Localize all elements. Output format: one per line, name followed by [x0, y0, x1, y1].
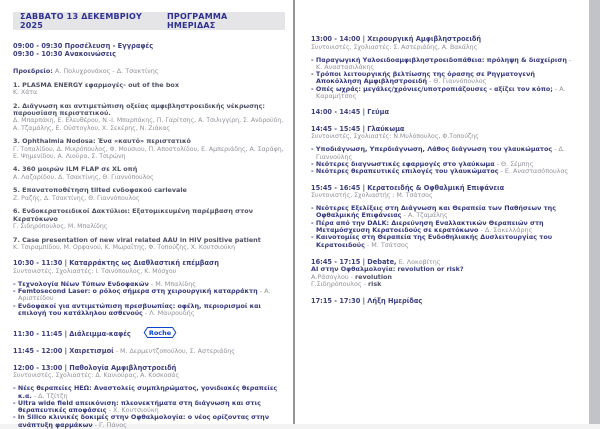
debate-header: 16:45 - 17:15 | Debate,	[311, 257, 397, 266]
talk-speaker: - Α. Καραμήτσος	[316, 85, 566, 100]
talk-title: Νεότερες διαγνωστικές εφαρμογές στο γλαύκωμα	[315, 159, 495, 168]
presidium-label: Προεδρείο:	[13, 66, 53, 75]
lunch-header: 14:00 - 14:45 | Γεύμα	[311, 108, 390, 117]
session-moderators: Συντονιστές, Σχολιαστές: Δ. Κανιούρας, Α. Κοσκοσάς	[13, 372, 180, 380]
time-label: 09:00 - 09:30	[13, 42, 63, 50]
paper-title: 5. Επανατοποθέτηση tilted ενδοφακού carlevale	[13, 186, 187, 195]
session-moderators: Συντονιστές, Σχολιαστές: Ν.Μυλόπουλος, Φ.Τοπούζης	[311, 133, 479, 141]
talk-item	[311, 168, 579, 175]
talk-item	[13, 288, 285, 303]
paper-authors: Κ. Χάτα	[13, 89, 38, 97]
talk-title: Υποδιάγνωση, Υπερδιάγνωση, Λάθος διάγνωση του γλαυκώματος	[315, 145, 553, 154]
talk-title: Νεότερες θεραπευτικές επιλογές του γλαυκώματος	[315, 167, 499, 176]
paper-authors: Δ. Μπαρπάκη, Ε. Ελευθέρου, Ν.-Ι. Μπαρπάκης, Π. Γαρίτσης, Α. Τσιλιγγίρη, Σ. Ανδρούδη, Α. Τζαμάλης, Ε. Ούστογλου, Χ. Σεκέρης, Ν. Ζιάκας	[13, 117, 284, 132]
paper-title: 7. Case presentation of new viral related AAU in HIV positive patient	[13, 235, 261, 244]
page-divider	[293, 0, 295, 424]
talk-item	[13, 385, 285, 400]
closing-row	[311, 298, 579, 306]
paper-item	[13, 187, 285, 202]
talk-title: Πέρα από την DALK: Διερεύνηση Εναλλακτικών Θεραπειών στη Μεταμόσχευση Κερατοειδούς σε κερατόκωνο	[315, 218, 544, 234]
greetings-row	[13, 348, 285, 356]
paper-title: 3. Ophthalmia Nodosa: Ένα «καυτό» περιστατικό	[13, 137, 191, 146]
talk-item	[311, 205, 579, 220]
paper-authors: Α. Λαζαρίδου, Δ. Τσακτίνης, Θ. Γιαννόπουλος	[13, 173, 154, 181]
paper-authors: Γ. Σιδηρόπουλος, Μ. Μπαλίδης	[13, 223, 108, 231]
talk-speaker: - Λ. Μαυρουδής	[143, 309, 195, 317]
session-header: 14:45 - 15:45 | Γλαύκωμα	[311, 124, 405, 133]
talk-title: Παραγωγική Υαλοειδοαμφιβληστροειδοπάθεια: πρόληψη & διαχείριση	[315, 55, 567, 64]
roche-wordmark: Roche	[148, 329, 172, 338]
presidium-names: Α. Πολυχρονάκος - Δ. Τσακτίνης	[54, 66, 159, 75]
session-header: 15:45 - 16:45 | Κερατοειδής & Οφθαλμική Επιφάνεια	[311, 183, 505, 192]
talk-speaker: - Χ. Κουτσιούκη	[107, 406, 159, 414]
paper-item	[13, 138, 285, 160]
paper-title: 2. Διάγνωση και αντιμετώπιση οξείας αμφιβληστροειδικής νέκρωσης: παρουσίαση περιστατικού.	[13, 101, 265, 118]
paper-item	[13, 237, 285, 252]
debate-speaker: Α.Ράσογλου	[311, 272, 349, 281]
debate-topic: AI στην Οφθαλμολογία: revolution or risk?	[311, 265, 464, 274]
event-label: Προσέλευση - Εγγραφές	[64, 42, 154, 50]
session-moderators: Συντονιστές, Σχολιαστές: Σ. Αστεριάδης, Α. Βακάλης	[311, 43, 478, 51]
session-cornea	[311, 185, 579, 249]
talk-title: Καινοτομίες στη Θεραπεία της Ενδοθηλιακής Δυσλειτουργίας του Κερατοειδούς	[315, 233, 553, 249]
header-bar	[13, 12, 285, 30]
talk-title: Ultra wide field απεικόνιση: πλεονεκτήματα στη διάγνωση και στις θεραπευτικές αποφάσεις	[17, 398, 261, 415]
session-header: 12:00 - 13:00 | Παθολογία Αμφιβληστροειδή	[13, 363, 177, 372]
talk-speaker: - Δ. Γιαννούλης	[316, 145, 565, 160]
talk-title: Τεχνολογία Νέων Τύπων Ενδοφακών	[17, 279, 149, 288]
talk-item	[13, 303, 285, 318]
roche-logo	[143, 326, 177, 339]
talk-title: Νέες θεραπείες ΗΕΩ: Αναστολείς συμπληρώματος, γονιδιακές θεραπείες κ.α.	[17, 384, 278, 400]
paper-item	[13, 103, 285, 132]
session-surgical-retina	[311, 36, 579, 100]
presidium-line	[13, 68, 285, 75]
talk-item	[13, 400, 285, 415]
talk-speaker: - Δ. Τζίτζη	[32, 392, 68, 400]
debate-position: - revolution	[349, 273, 392, 281]
talk-speaker: - Θ. Σέμπης	[495, 160, 534, 168]
paper-item	[13, 208, 285, 230]
greetings-speakers: - Μ. Δερμεντζοπούλου, Σ. Αστεριάδης	[114, 348, 235, 355]
talk-speaker: - Ε. Αναστασόπουλος	[499, 167, 569, 175]
talk-title: In Silico κλινικές δοκιμές στην Οφθαλμολογία: ο νέος ορίζοντας στην ανάπτυξη φαρμάκων	[17, 413, 270, 429]
debate-position: - risk	[362, 280, 382, 288]
talk-title: Νεότερες Εξελίξεις στη Διάγνωση και Θεραπεία των Παθήσεων της Οφθαλμικής Επιφάνειας	[315, 204, 556, 220]
talk-title: Femtosecond Laser: ο ρόλος σήμερα στη χειρουργική καταρράκτη	[17, 287, 258, 296]
talk-speaker: - Κ. Αναστασιλάκης	[316, 56, 571, 71]
session-cataract	[13, 260, 285, 317]
paper-title: 6. Ενδοκερατοειδικοί Δακτύλιοι: Εξατομικευμένη παρέμβαση στον Κερατόκωνο	[13, 207, 253, 223]
paper-title: 4. 360 μοιρών ILM FLAP σε XL οπή	[13, 165, 138, 174]
paper-item	[13, 166, 285, 181]
paper-item	[13, 82, 285, 97]
talk-title: Οπές ωχράς: μεγάλες/χρόνιες/υποτροπιάζουσες - αξίζει τον κόπο;	[315, 84, 553, 93]
closing-header: 17:15 - 17:30 | Λήξη Ημερίδας	[311, 296, 423, 305]
talk-speaker: - Α. Τζαμάλης	[401, 211, 447, 219]
schedule-line	[13, 42, 285, 50]
talk-speaker: - Μ. Τσάτσος	[365, 241, 409, 249]
debate-block	[311, 259, 579, 289]
talk-item	[311, 71, 579, 86]
talk-item	[311, 220, 579, 235]
talk-item	[311, 57, 579, 72]
session-header: 10:30 - 11:30 | Καταρράκτης ως Διαθλαστική επέμβαση	[13, 259, 219, 268]
session-header: 13:00 - 14:00 | Χειρουργική Αμφιβληστροειδή	[311, 35, 482, 43]
program-title: ΠΡΟΓΡΑΜΜΑ ΗΜΕΡΙΔΑΣ	[166, 12, 228, 30]
talk-item	[13, 414, 285, 429]
paper-authors: Γ. Τοπαλίδου, Δ. Μικρόπουλος, Φ. Μούσιου, Π. Αποστολίδου, Ε. Αμπεριάδης, Α. Σαράφη, Ε. Ψημενίδου, Α. Λιούρα, Σ. Τσιρώνη	[13, 145, 284, 160]
paper-title: 1. PLASMA ENERGY εφαρμογές- out of the box	[13, 80, 179, 89]
session-glaucoma	[311, 126, 579, 176]
coffee-break-header: 11:30 - 11:45 | Διάλειμμα-καφές	[13, 330, 131, 339]
talk-speaker: - Α. Αριστείδου	[18, 287, 270, 302]
event-label: Ανακοινώσεις	[64, 50, 117, 59]
page-edge-shadow	[589, 0, 600, 424]
conference-date: ΣΑΒΒΑΤΟ 13 ΔΕΚΕΜΒΡΙΟΥ 2025	[20, 12, 143, 30]
debate-speaker: Γ.Σιδηρόπουλος	[311, 280, 362, 289]
session-moderators: Συντονιστές, Σχολιαστές: Ι. Τσινόπουλος, Κ. Μόσχου	[13, 267, 177, 275]
talk-item	[311, 234, 579, 249]
session-moderators: Συντονιστής, Σχολιαστής : Μ. Τσάτσος	[311, 192, 433, 200]
paper-authors: Ζ. Ραζής, Δ. Τσακτίνης, Θ. Γιαννόπουλος	[13, 194, 140, 202]
coffee-break-row	[13, 326, 285, 339]
talk-speaker: - Γ. Πάνος	[93, 421, 127, 429]
program-page-right	[295, 0, 589, 424]
lunch-row	[311, 109, 579, 117]
greetings-header: 11:45 - 12:00 | Χαιρετισμοί	[13, 347, 114, 356]
talk-speaker: - Δ. Σακελλάρης	[478, 226, 532, 234]
program-page-left	[0, 0, 293, 429]
talk-speaker: - Θ. Γιαννόπουλος	[427, 77, 486, 85]
session-retina-pathology	[13, 365, 285, 429]
paper-authors: Κ. Τσιραμπίδου, Μ. Ορφανού, Κ. Μωραΐτης, Φ. Τοπούζης, Χ. Κουτσιούκη	[13, 244, 236, 252]
talk-title: Ενδοφακοί για αντιμετώπιση πρεσβυωπίας: οφέλη, περιορισμοί και επιλογή του κατάλληλου ασθενούς	[17, 301, 262, 317]
talk-item	[311, 146, 579, 161]
debate-side	[311, 281, 579, 289]
talk-item	[311, 86, 579, 101]
schedule-line	[13, 50, 285, 58]
debate-moderator: Ε. Λοκοβίτης	[398, 257, 441, 266]
time-label: 09:30 - 10:30	[13, 50, 63, 59]
talk-speaker: - Μ. Μπαλίδης	[149, 280, 196, 288]
talk-title: Τρόποι λειτουργικής βελτίωσης της όρασης σε Ρηγματογενή Αποκόλληση Αμφιβληστροειδή	[315, 70, 535, 86]
